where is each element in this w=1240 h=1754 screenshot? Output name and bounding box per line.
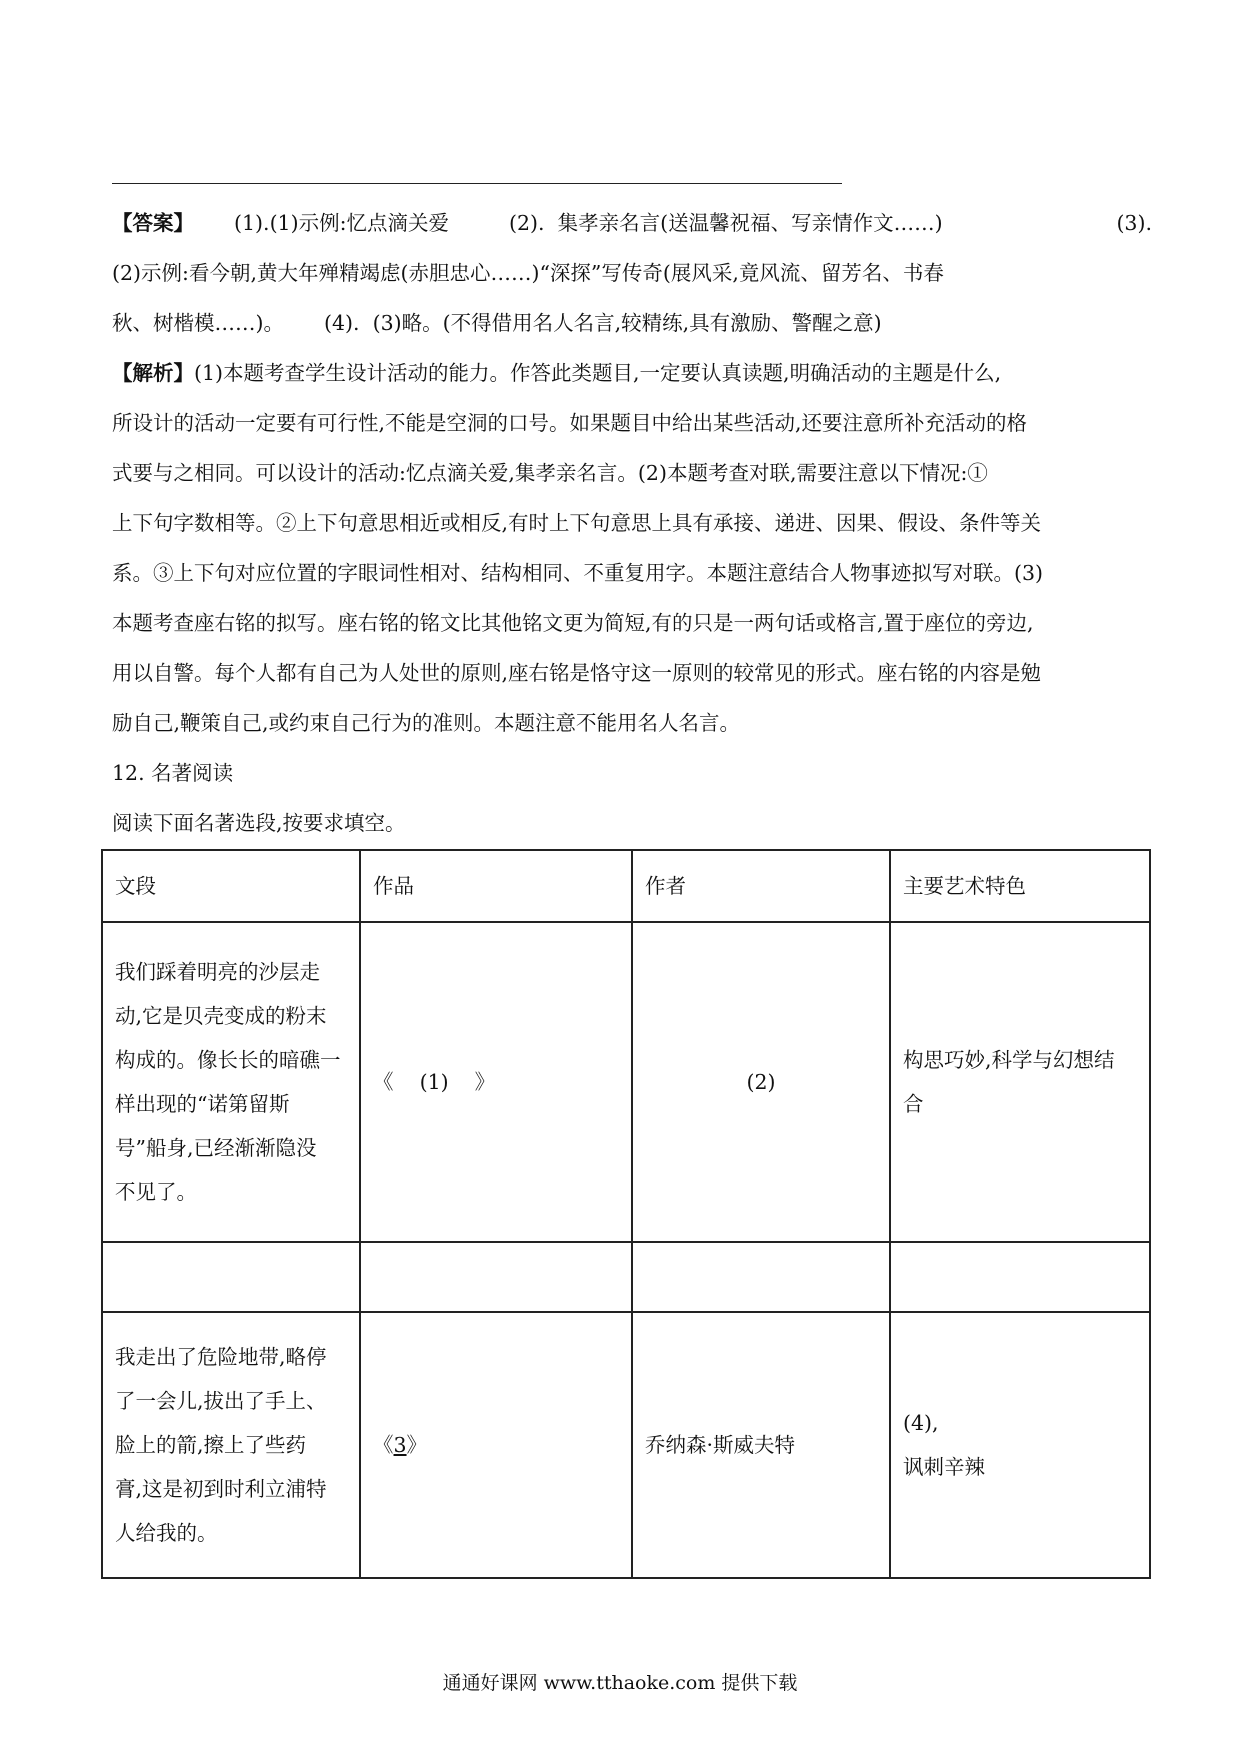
passage-line: 我走出了危险地带,略停 <box>115 1345 327 1369</box>
analysis-line-1 <box>112 348 1152 398</box>
answer-item3-num: (3). <box>1116 211 1152 235</box>
author-cell: (2) <box>632 922 890 1242</box>
answer-line-3b: (3)略。(不得借用名人名言,较精练,具有激励、警醒之意) <box>372 311 882 335</box>
passage-line: 号”船身,已经渐渐隐没 <box>115 1136 317 1160</box>
answer-item1: (1)示例:忆点滴关爱 <box>269 211 450 235</box>
analysis-line-2: 所设计的活动一定要有可行性,不能是空洞的口号。如果题目中给出某些活动,还要注意所补充活动的格 <box>112 411 1028 435</box>
answer-item1-num: (1). <box>234 211 270 235</box>
passage-line: 样出现的“诺第留斯 <box>115 1092 290 1116</box>
analysis-line-7: 用以自警。每个人都有自己为人处世的原则,座右铭是恪守这一原则的较常见的形式。座右铭的内容是勉 <box>112 661 1042 685</box>
work-open-bracket: 《 <box>373 1433 394 1457</box>
analysis-text-1: (1)本题考查学生设计活动的能力。作答此类题目,一定要认真读题,明确活动的主题是什么, <box>194 361 1002 385</box>
table-row <box>102 1242 1150 1312</box>
answer-line-3 <box>112 298 1152 348</box>
passage-line: 我们踩着明亮的沙层走 <box>115 960 320 984</box>
question-title: 12. 名著阅读 <box>112 761 234 785</box>
feature-line: 构思巧妙,科学与幻想结 <box>903 1048 1115 1072</box>
passage-line: 不见了。 <box>115 1180 197 1204</box>
answer-label: 【答案】 <box>112 211 194 235</box>
analysis-line-8: 励自己,鞭策自己,或约束自己行为的准则。本题注意不能用名人名言。 <box>112 711 741 735</box>
analysis-line-5: 系。③上下句对应位置的字眼词性相对、结构相同、不重复用字。本题注意结合人物事迹拟写对联。(3) <box>112 561 1044 585</box>
analysis-line-4: 上下句字数相等。②上下句意思相近或相反,有时上下句意思上具有承接、递进、因果、假设、条件等关 <box>112 511 1042 535</box>
feature-line: 讽刺辛辣 <box>903 1455 985 1479</box>
header-work: 作品 <box>360 850 632 922</box>
work-blank-number: 3 <box>393 1433 407 1457</box>
table-row <box>102 1312 1150 1578</box>
work-cell <box>360 1242 632 1312</box>
answer-line-2: (2)示例:看今朝,黄大年殚精竭虑(赤胆忠心……)“深探”写传奇(展风采,竟风流、留芳名、书春 <box>112 261 944 285</box>
answer-line-1 <box>112 198 1152 248</box>
question-instruction: 阅读下面名著选段,按要求填空。 <box>112 811 406 835</box>
feature-cell <box>890 1242 1150 1312</box>
passage-line: 构成的。像长长的暗礁一 <box>115 1048 341 1072</box>
feature-cell <box>890 922 1150 1242</box>
work-cell <box>360 1312 632 1578</box>
header-feature: 主要艺术特色 <box>890 850 1150 922</box>
author-cell <box>632 1242 890 1312</box>
author-cell: 乔纳森·斯威夫特 <box>632 1312 890 1578</box>
passage-line: 动,它是贝壳变成的粉末 <box>115 1004 327 1028</box>
feature-line: 合 <box>903 1092 924 1116</box>
answer-section <box>112 198 1152 848</box>
header-passage: 文段 <box>102 850 360 922</box>
table-row <box>102 922 1150 1242</box>
feature-cell <box>890 1312 1150 1578</box>
answer-item2-num: (2). <box>509 211 545 235</box>
passage-line: 脸上的箭,擦上了些药 <box>115 1433 307 1457</box>
page-footer: 通通好课网 www.tthaoke.com 提供下载 <box>442 1672 798 1694</box>
feature-line: (4), <box>903 1411 939 1435</box>
passage-line: 人给我的。 <box>115 1521 218 1545</box>
table-header-row <box>102 850 1150 922</box>
analysis-line-3: 式要与之相同。可以设计的活动:忆点滴关爱,集孝亲名言。(2)本题考查对联,需要注意以下情况:① <box>112 461 988 485</box>
top-rule <box>112 183 842 184</box>
header-author: 作者 <box>632 850 890 922</box>
work-cell: 《 (1) 》 <box>360 922 632 1242</box>
answer-item4-num: (4). <box>324 311 360 335</box>
passage-line: 膏,这是初到时利立浦特 <box>115 1477 327 1501</box>
passage-line: 了一会儿,拔出了手上、 <box>115 1389 327 1413</box>
answer-line-3a: 秋、树楷模……)。 <box>112 311 284 335</box>
passage-cell <box>102 922 360 1242</box>
analysis-label: 【解析】 <box>112 361 194 385</box>
analysis-line-6: 本题考查座右铭的拟写。座右铭的铭文比其他铭文更为简短,有的只是一两句话或格言,置于座位的旁边, <box>112 611 1034 635</box>
answer-item2: 集孝亲名言(送温馨祝福、写亲情作文……) <box>557 211 943 235</box>
passage-cell <box>102 1312 360 1578</box>
passage-cell <box>102 1242 360 1312</box>
work-close-bracket: 》 <box>406 1433 428 1457</box>
works-table <box>101 849 1151 1579</box>
